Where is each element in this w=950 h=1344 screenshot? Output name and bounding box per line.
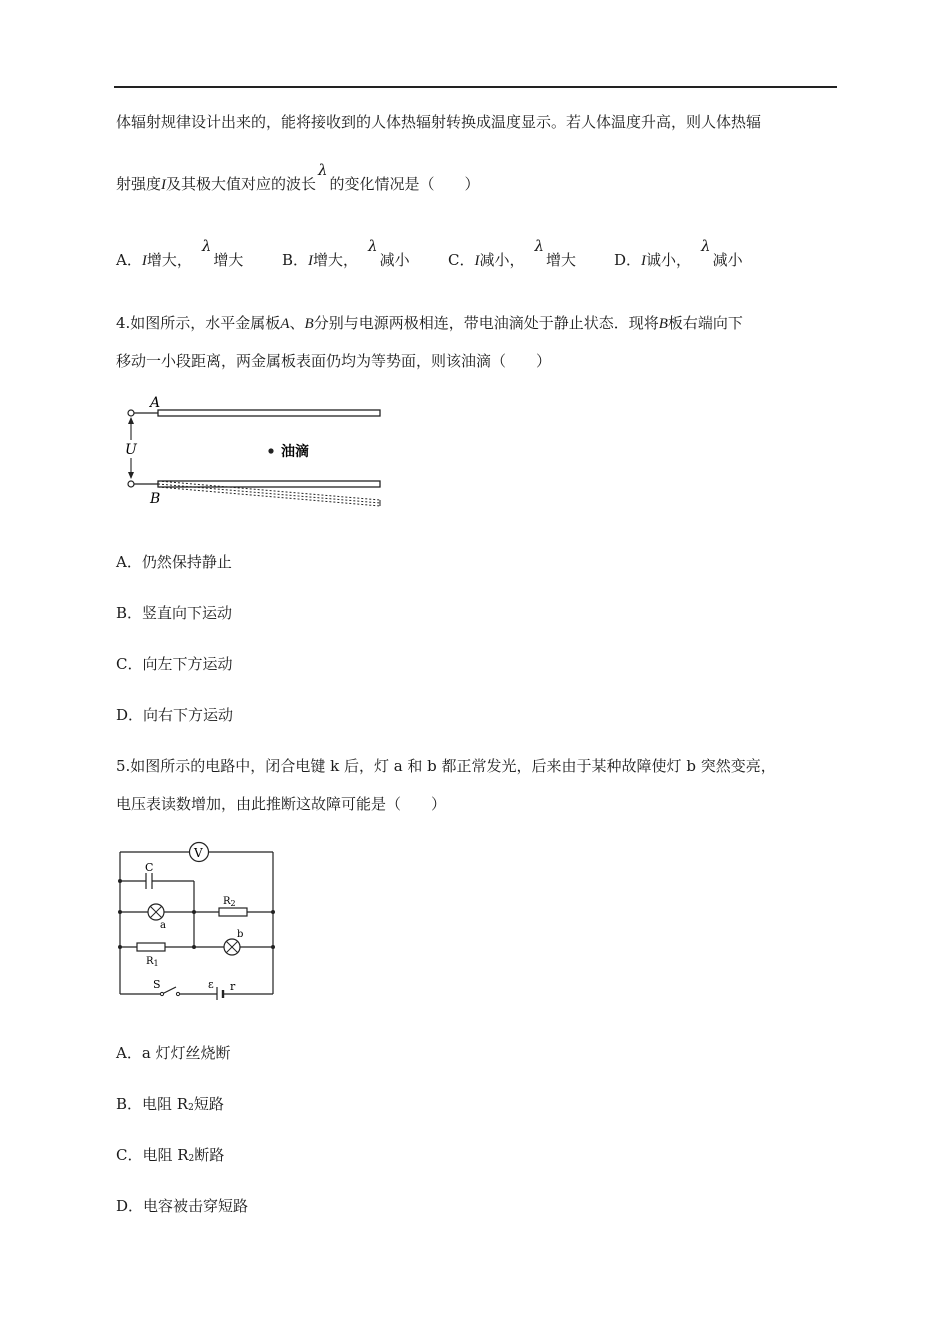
circuit-figure bbox=[112, 838, 282, 1000]
q3-option-c[interactable]: C．I减小，λ增大 bbox=[448, 237, 577, 269]
q5-option-d[interactable]: D．电容被击穿短路 bbox=[116, 1197, 249, 1215]
resistor-r1 bbox=[137, 943, 165, 951]
q4-line2: 移动一小段距离，两金属板表面仍均为等势面，则该油滴（ ） bbox=[116, 352, 552, 370]
oil-drop bbox=[268, 448, 273, 453]
label-b: B bbox=[150, 491, 161, 507]
q4-option-b[interactable]: B．竖直向下运动 bbox=[116, 604, 233, 622]
junction-dots bbox=[118, 879, 275, 949]
terminal-a bbox=[128, 410, 134, 416]
q4-option-a[interactable]: A．仍然保持静止 bbox=[116, 553, 232, 571]
capacitor-plates-figure bbox=[118, 394, 388, 510]
lambda-symbol: λ bbox=[318, 161, 328, 179]
q3-line2: 射强度I及其极大值对应的波长λ的变化情况是（ ） bbox=[116, 161, 480, 193]
q5-option-a[interactable]: A．a 灯灯丝烧断 bbox=[116, 1044, 231, 1062]
lamp-a-label: a bbox=[160, 920, 166, 931]
emf-label: ε bbox=[208, 978, 214, 991]
q4-option-c[interactable]: C．向左下方运动 bbox=[116, 655, 233, 673]
q3-line1: 体辐射规律设计出来的，能将接收到的人体热辐射转换成温度显示。若人体温度升高，则人体热辐 bbox=[116, 113, 762, 131]
q4-line1: 4.如图所示，水平金属板A、B分别与电源两极相连，带电油滴处于静止状态．现将B板右端向下 bbox=[116, 314, 743, 332]
r2-label: $R_2$ bbox=[223, 896, 236, 908]
q3-option-a[interactable]: A．I增大，λ增大 bbox=[116, 237, 244, 269]
q4-option-d[interactable]: D．向右下方运动 bbox=[116, 706, 234, 724]
q5-line2: 电压表读数增加，由此推断这故障可能是（ ） bbox=[116, 795, 447, 813]
plate-a bbox=[158, 410, 380, 416]
label-u: U bbox=[125, 442, 137, 458]
q3-options bbox=[116, 237, 743, 271]
label-a: A bbox=[150, 395, 161, 411]
header-rule bbox=[114, 86, 837, 88]
capacitor-label: C bbox=[145, 861, 154, 874]
r1-label: $R_1$ bbox=[146, 956, 159, 968]
internal-resistance-label: r bbox=[230, 980, 236, 993]
q3-option-d[interactable]: D．I诚小，λ减小 bbox=[614, 237, 743, 269]
switch-s bbox=[160, 992, 163, 995]
svg-text:V: V bbox=[194, 846, 203, 860]
resistor-r2 bbox=[219, 908, 247, 916]
oil-drop-label: 油滴 bbox=[281, 444, 309, 460]
q5-line1: 5.如图所示的电路中，闭合电键 k 后，灯 a 和 b 都正常发光，后来由于某种故障使灯 b 突然变亮， bbox=[116, 757, 776, 775]
terminal-b bbox=[128, 481, 134, 487]
q5-option-c[interactable]: C．电阻 $R_2$断路 bbox=[116, 1146, 225, 1164]
lamp-b-label: b bbox=[237, 929, 244, 940]
switch-label: S bbox=[153, 978, 161, 991]
q5-option-b[interactable]: B．电阻 $R_2$短路 bbox=[116, 1095, 224, 1113]
q3-option-b[interactable]: B．I增大，λ减小 bbox=[282, 237, 410, 269]
